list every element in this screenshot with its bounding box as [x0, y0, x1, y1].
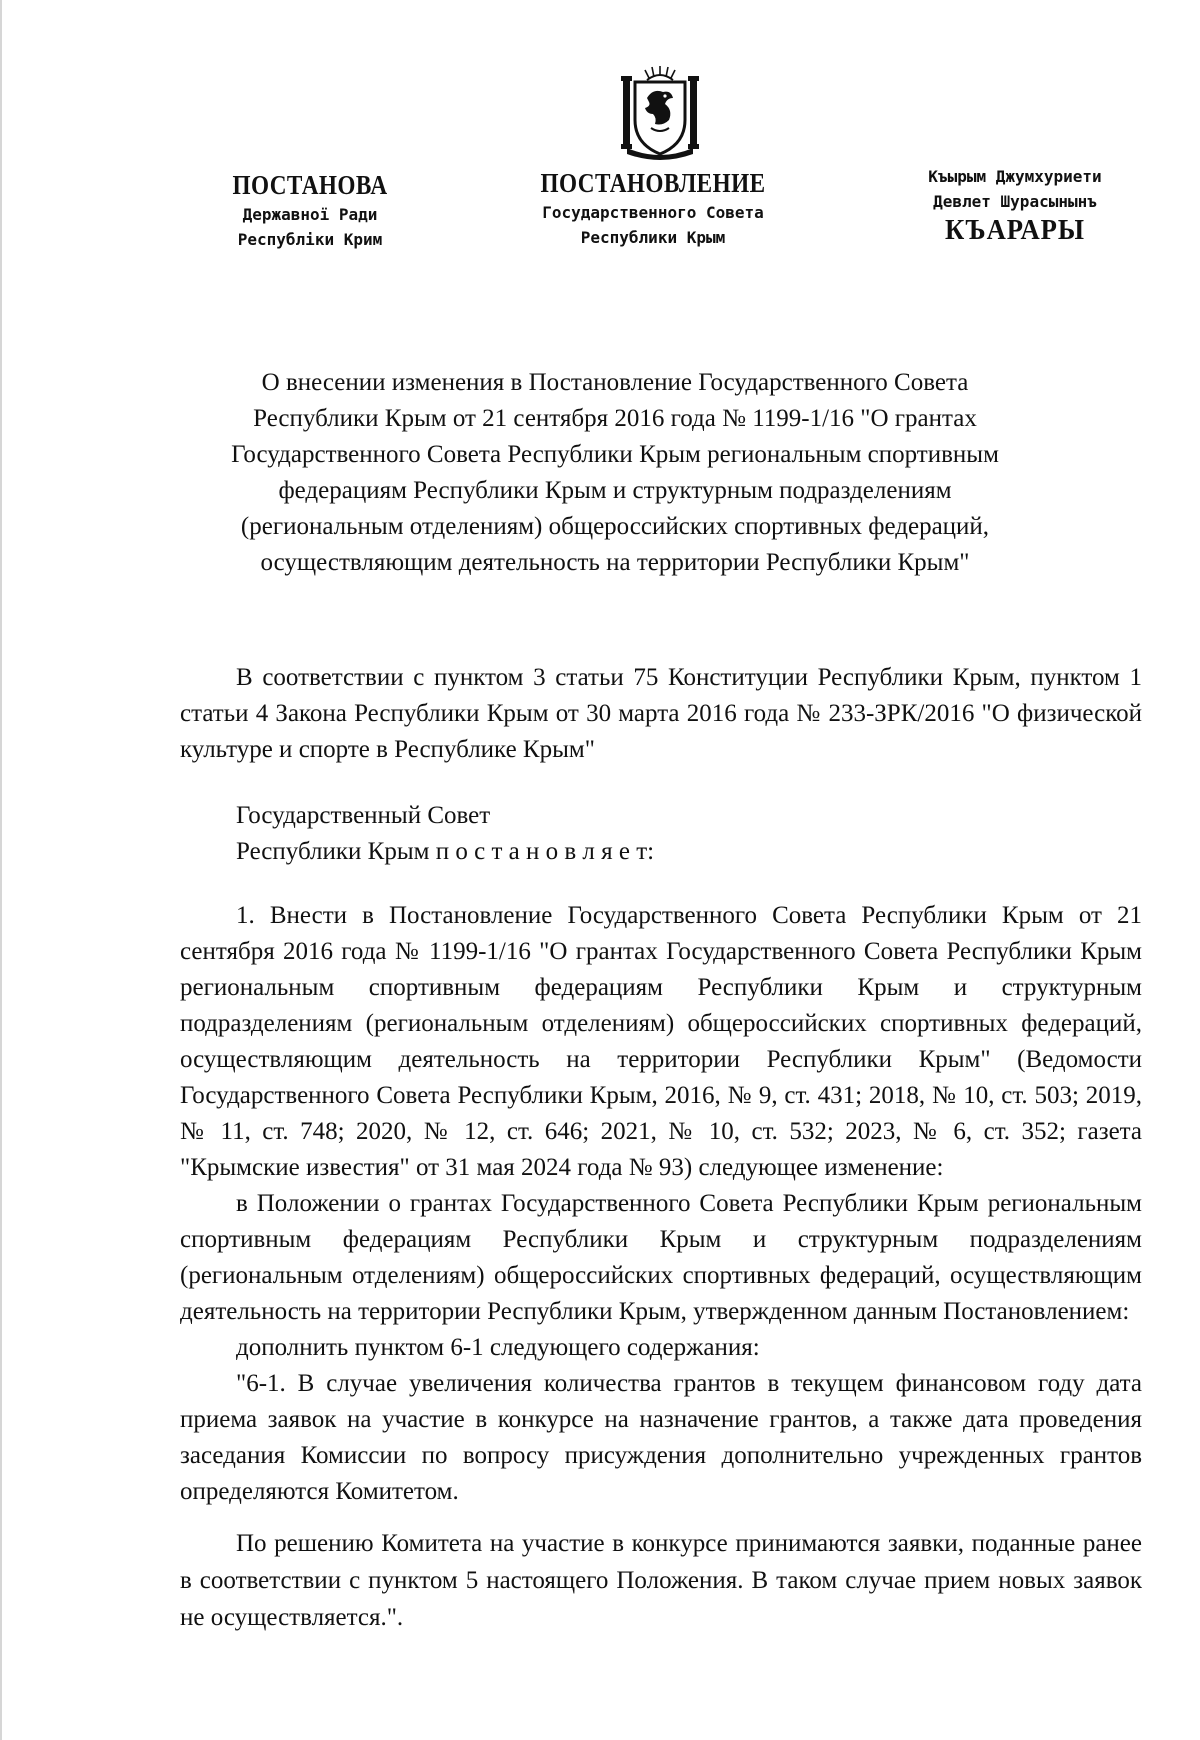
title-line: О внесении изменения в Постановление Государственного Совета	[261, 369, 969, 396]
header-right-title: КЪАРАРЫ	[945, 215, 1085, 246]
header-ukrainian	[160, 168, 460, 252]
preamble: В соответствии с пунктом 3 статьи 75 Конституции Республики Крым, пунктом 1 статьи 4 Закона Республики Крым от 30 марта 2016 года № 233-ЗРК/2016 "О физической культуре и спорте в Республике Крым"	[180, 664, 1142, 763]
council-line2-wrap	[180, 834, 1142, 870]
document-title	[175, 365, 1055, 581]
item-1-sub: в Положении о грантах Государственного Совета Республики Крым региональным спортивным федерациям Республики Крым и структурным подразделениям (региональным отделениям) общероссийских спортивных федераций, осуществляющим деятельность на территории Республики Крым, утвержденном данным Постановлением:	[180, 1190, 1142, 1325]
title-line: федерациям Республики Крым и структурным подразделениям	[278, 477, 952, 504]
preamble-block	[180, 660, 1142, 768]
header-left-line1: Державної Ради	[242, 205, 378, 224]
item-1-block	[180, 898, 1142, 1510]
item-1-add: дополнить пунктом 6-1 следующего содержания:	[236, 1334, 760, 1361]
header-left-line2: Республіки Крим	[237, 230, 383, 249]
header-russian	[488, 166, 818, 250]
title-line: (региональным отделениям) общероссийских спортивных федераций,	[240, 513, 990, 540]
council-block	[180, 798, 1142, 870]
scan-edge	[0, 0, 2, 1740]
header-crimean-tatar	[855, 164, 1175, 248]
header-right-line2: Девлет Шурасынынъ	[933, 192, 1097, 211]
title-line: Государственного Совета Республики Крым региональным спортивным	[231, 441, 999, 468]
title-line: Республики Крым от 21 сентября 2016 года № 1199-1/16 "О грантах	[253, 405, 977, 432]
item-1-decision: По решению Комитета на участие в конкурсе принимаются заявки, поданные ранее в соответствии с пунктом 5 настоящего Положения. В таком случае прием новых заявок не осуществляется.".	[180, 1530, 1142, 1631]
header-right-line1: Къырым Джумхуриети	[928, 167, 1102, 186]
header-center-line2: Республики Крым	[580, 228, 726, 247]
header-left-title: ПОСТАНОВА	[232, 170, 388, 200]
header-center-title: ПОСТАНОВЛЕНИЕ	[540, 168, 766, 198]
item-1-quote: "6-1. В случае увеличения количества грантов в текущем финансовом году дата приема заявок на участие в конкурсе на назначение грантов, а также дата проведения заседания Комиссии по вопросу присуждения дополнительно учрежденных грантов определяются Комитетом.	[180, 1370, 1142, 1505]
resolves: п о с т а н о в л я е т:	[435, 838, 655, 865]
council-line1: Государственный Совет	[236, 802, 491, 829]
title-line: осуществляющим деятельность на территории Республики Крым"	[260, 549, 970, 576]
item-1-decision-block	[180, 1525, 1142, 1636]
crimea-coat-of-arms-icon	[617, 62, 703, 162]
item-1: 1. Внести в Постановление Государственного Совета Республики Крым от 21 сентября 2016 года № 1199-1/16 "О грантах Государственного Совета Республики Крым региональным спортивным федерациям Республики Крым и структурным подразделениям (региональным отделениям) общероссийских спортивных федераций, осуществляющим деятельность на территории Республики Крым" (Ведомости Государственного Совета Республики Крым, 2016, № 9, ст. 431; 2018, № 10, ст. 503; 2019, № 11, ст. 748; 2020, № 12, ст. 646; 2021, № 10, ст. 532; 2023, № 6, ст. 352; газета "Крымские известия" от 31 мая 2024 года № 93) следующее изменение:	[180, 902, 1142, 1181]
header-center-line1: Государственного Совета	[542, 203, 764, 222]
council-line2: Республики Крым	[236, 838, 430, 865]
